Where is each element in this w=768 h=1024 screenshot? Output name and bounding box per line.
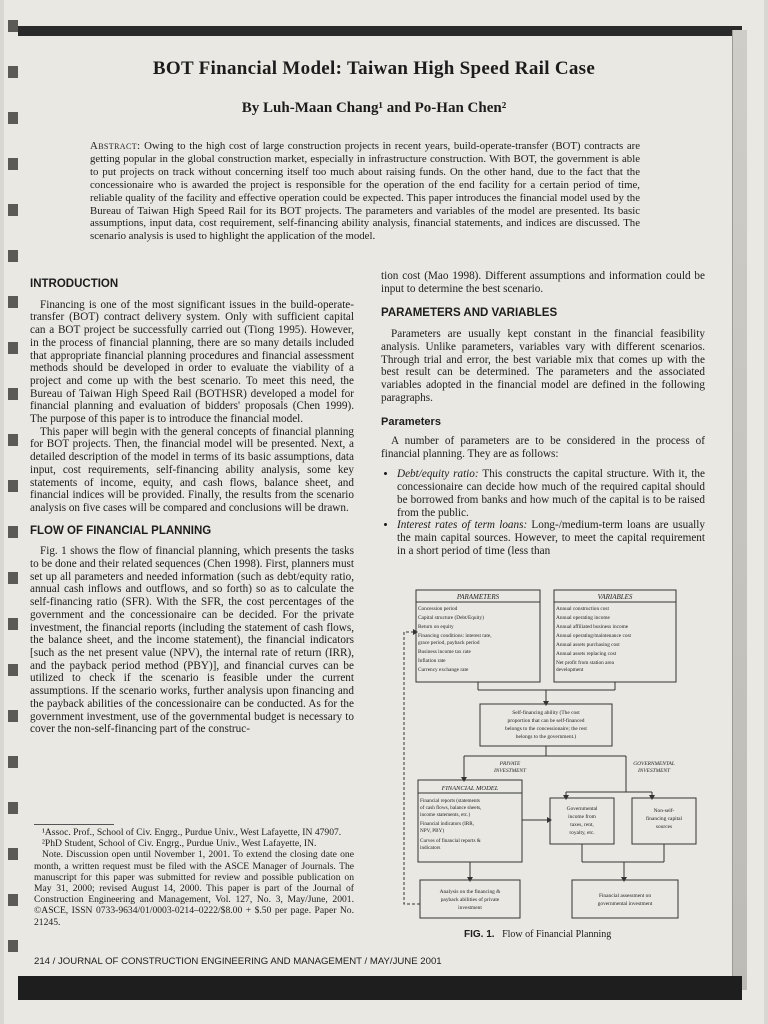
variable-item: Annual operating/maintenance cost [556, 633, 632, 639]
model-item: indicators [420, 845, 441, 851]
variable-item: Net profit from station area [556, 660, 614, 666]
list-item [397, 519, 705, 557]
paper-title: BOT Financial Model: Taiwan High Speed Rail Case [152, 58, 596, 79]
non-self-financing-text: sources [655, 824, 673, 830]
parameters-title: PARAMETERS [456, 593, 500, 601]
list-item-term: Interest rates of term loans: [397, 519, 528, 532]
parameters-list [381, 468, 705, 557]
bottom-rule [18, 976, 742, 1000]
variable-item: development [556, 667, 584, 673]
parameter-item: Currency exchange rate [418, 667, 469, 673]
analysis-text: payback abilities of private [440, 897, 500, 903]
publication-note: Note. Discussion open until November 1, 2001. To extend the closing date one month, a written request must be filed with the ASCE Manager of Journals. The manuscript for this paper was submitted for review and possible publication on May 31, 2000; revised August 14, 2000. This paper is part of the Journal of Construction Engineering and Management, Vol. 127, No. 3, May/June, 2001. ©ASCE, ISSN 0733-9634/01/0003-0214–0222/$8.00 + $.50 per page. Paper No. 21245. [34, 849, 354, 928]
binding-marks [4, 0, 24, 1024]
parameter-item: grace period, payback period [418, 640, 480, 646]
self-financing-text: proportion that can be self-financed [507, 718, 585, 724]
introduction-heading: INTRODUCTION [30, 278, 119, 290]
list-item [397, 468, 705, 519]
variables-title: VARIABLES [597, 593, 633, 601]
figure-caption [464, 929, 611, 940]
self-financing-text: belongs to the concessionaire; the rest [505, 726, 587, 732]
list-item-text: This constructs the capital structure. With it, the concessionaire can decide how much of the required capital should be borrowed from banks and how much of the capital is to be raised from the public. [397, 468, 705, 519]
financial-model-title: FINANCIAL MODEL [441, 785, 499, 792]
continued-text: tion cost (Mao 1998). Different assumptions and information could be input to determine the best scenario. [381, 270, 705, 295]
assessment-text: governmental investment [597, 901, 653, 907]
list-item-text: Long-/medium-term loans are usually the main capital sources. However, to meet the capital requirement in a short period of time (less than [397, 519, 705, 557]
footnote-2: ²PhD Student, School of Civ. Engrg., Purdue Univ., West Lafayette, IN. [42, 838, 317, 850]
governmental-investment-label: INVESTMENT [637, 768, 671, 774]
footnote-1: ¹Assoc. Prof., School of Civ. Engrg., Purdue Univ., West Lafayette, IN 47907. [42, 827, 342, 838]
governmental-income-text: taxes, rent, [570, 822, 594, 828]
intro-paragraph-2: This paper will begin with the general concepts of financial planning for BOT projects. Then, the financial model will be presented. Next, a detailed description of the model in terms of its basic assumptions, data input, cost requirements, self-financing ability analysis, some key statements of income, equity, and cash flows, balance sheet, and financial indices will be provided. Finally, the results from the scenario analysis on five cases will be compared and conclusions will be drawn. [30, 425, 354, 514]
self-financing-text: belongs to the government.) [515, 734, 577, 740]
variable-item: Annual operating income [556, 615, 610, 621]
right-column [381, 270, 705, 557]
parameter-item: Inflation rate [418, 658, 446, 664]
footnote-rule [34, 824, 114, 825]
non-self-financing-text: Non-self- [653, 808, 675, 814]
private-investment-label: INVESTMENT [493, 768, 527, 774]
self-financing-text: Self-financing ability (The cost [512, 710, 580, 716]
abstract [90, 140, 640, 243]
assessment-box [572, 880, 678, 918]
flow-heading: FLOW OF FINANCIAL PLANNING [30, 524, 212, 537]
flow-diagram [384, 580, 704, 925]
governmental-income-text: Governmental [566, 806, 598, 812]
analysis-text: investment [458, 905, 482, 911]
analysis-text: Analysis on the financing & [439, 889, 501, 895]
model-item: Financial reports (statements [420, 798, 480, 804]
assessment-text: Financial assessment on [598, 893, 652, 899]
parameter-item: Financing conditions: interest rate, [418, 633, 492, 639]
top-rule [18, 26, 742, 36]
page-edge [732, 30, 747, 990]
variable-item: Annual assets purchasing cost [556, 642, 620, 648]
journal-page [4, 0, 764, 1024]
model-item: Financial indicators (IRR, [420, 821, 475, 827]
variable-item: Annual affiliated business income [556, 624, 629, 630]
intro-paragraph-1: Financing is one of the most significant issues in the build-operate-transfer (BOT) contract delivery system. Only with sufficient capital can a BOT project be successfully carried out (Tiong 1995). However, in the process of financial planning, there are so many details included that appropriate financial planning procedures and financial assessment methods should be developed in order to evaluate the viability of a project and come up with the best scenario. To meet this need, the Bureau of Taiwan High Speed Rail (BOTHSR) developed a model for financial planning and evaluation of bidders' proposals (Chen 1999). The purpose of this paper is to introduce the financial model. [30, 298, 354, 426]
list-item-term: Debt/equity ratio: [397, 468, 479, 481]
governmental-income-text: royalty, etc. [569, 830, 595, 836]
footnotes [34, 827, 354, 928]
model-item: of cash flows, balance sheets, [420, 805, 482, 811]
parameters-variables-heading: PARAMETERS AND VARIABLES [381, 307, 558, 320]
parameters-paragraph: Parameters are usually kept constant in the financial feasibility analysis. Unlike parameters, variables vary with different scenarios. Through trial and error, the best variable mix that comes up with the best result can be determined. The parameters and the associated variables adopted in the financial model are defined in the following paragraphs. [381, 328, 705, 404]
parameter-item: Capital structure (Debt/Equity) [418, 615, 484, 621]
parameter-item: Concession period [418, 606, 458, 612]
journal-footer: 214 / JOURNAL OF CONSTRUCTION ENGINEERING AND MANAGEMENT / MAY/JUNE 2001 [34, 956, 442, 967]
abstract-text: Owing to the high cost of large construction projects in recent years, build-operate-transfer (BOT) contracts are getting popular in the global construction market, especially in infrastructure construction. With BOT, the government is able to put projects on track without concerning itself too much about raising funds. On the other hand, due to the fact that the concessionaire who is awarded the project is responsible for the operation of the end facility for a certain period of time, reliable quality of the facility and effective operation could be expected. This paper introduces the financial model used by the Bureau of Taiwan High Speed Rail for its BOT projects. The parameters and variables of the model are presented. Its basic assumptions, input data, cost requirement, self-financing ability analysis, financial statements, and indices are discussed. The scenario analysis is used to highlight the application of the model. [90, 140, 641, 243]
private-investment-label: PRIVATE [499, 761, 521, 767]
governmental-investment-label: GOVERNMENTAL [633, 761, 675, 767]
variable-item: Annual assets replacing cost [556, 651, 617, 657]
flow-paragraph: Fig. 1 shows the flow of financial planning, which presents the tasks to be done and their related sequences (Chen 1998). First, planners must set up all parameters and needed information (such as debt/equity ratio, annual cash inflows and outflows, and so forth) so as to calculate the self-financing ratio (SFR). With the SFR, the cost percentages of the government and the concessionaire can be decided. For the private investment, the financial reports (including the statement of cash flows, the balance sheet, and the income statement), the financial indicators [such as the net present value (NPV), the internal rate of return (IRR), and the payback period method (PBY)], and financial curves can be utilized to check if the scenario is feasible under the current assumptions. If the scenario works, further analysis upon financing and the payback abilities of the concessionaire can be conducted. As for the government investment, use of the governmental budget is necessary to cover the non-self-financing part of the construc- [30, 545, 354, 736]
parameters-intro: A number of parameters are to be considered in the process of financial planning. They are as follows: [381, 435, 705, 460]
abstract-label: Abstract: [90, 140, 141, 152]
model-item: NPV, PBY) [420, 828, 445, 834]
figure-caption-label: FIG. 1. [464, 929, 495, 940]
parameter-item: Business income tax rate [418, 649, 471, 655]
governmental-income-text: income from [568, 814, 596, 820]
left-column [30, 278, 354, 736]
parameter-item: Return on equity [418, 624, 454, 630]
figure-caption-text: Flow of Financial Planning [502, 929, 612, 940]
model-item: income statements, etc.) [420, 812, 471, 818]
non-self-financing-text: financing capital [645, 816, 683, 822]
paper-authors: By Luh-Maan Chang¹ and Po-Han Chen² [241, 100, 507, 116]
governmental-income-box [550, 798, 614, 844]
model-item: Curves of financial reports & [420, 838, 481, 844]
variable-item: Annual construction cost [556, 606, 609, 612]
parameters-subheading: Parameters [381, 416, 441, 429]
